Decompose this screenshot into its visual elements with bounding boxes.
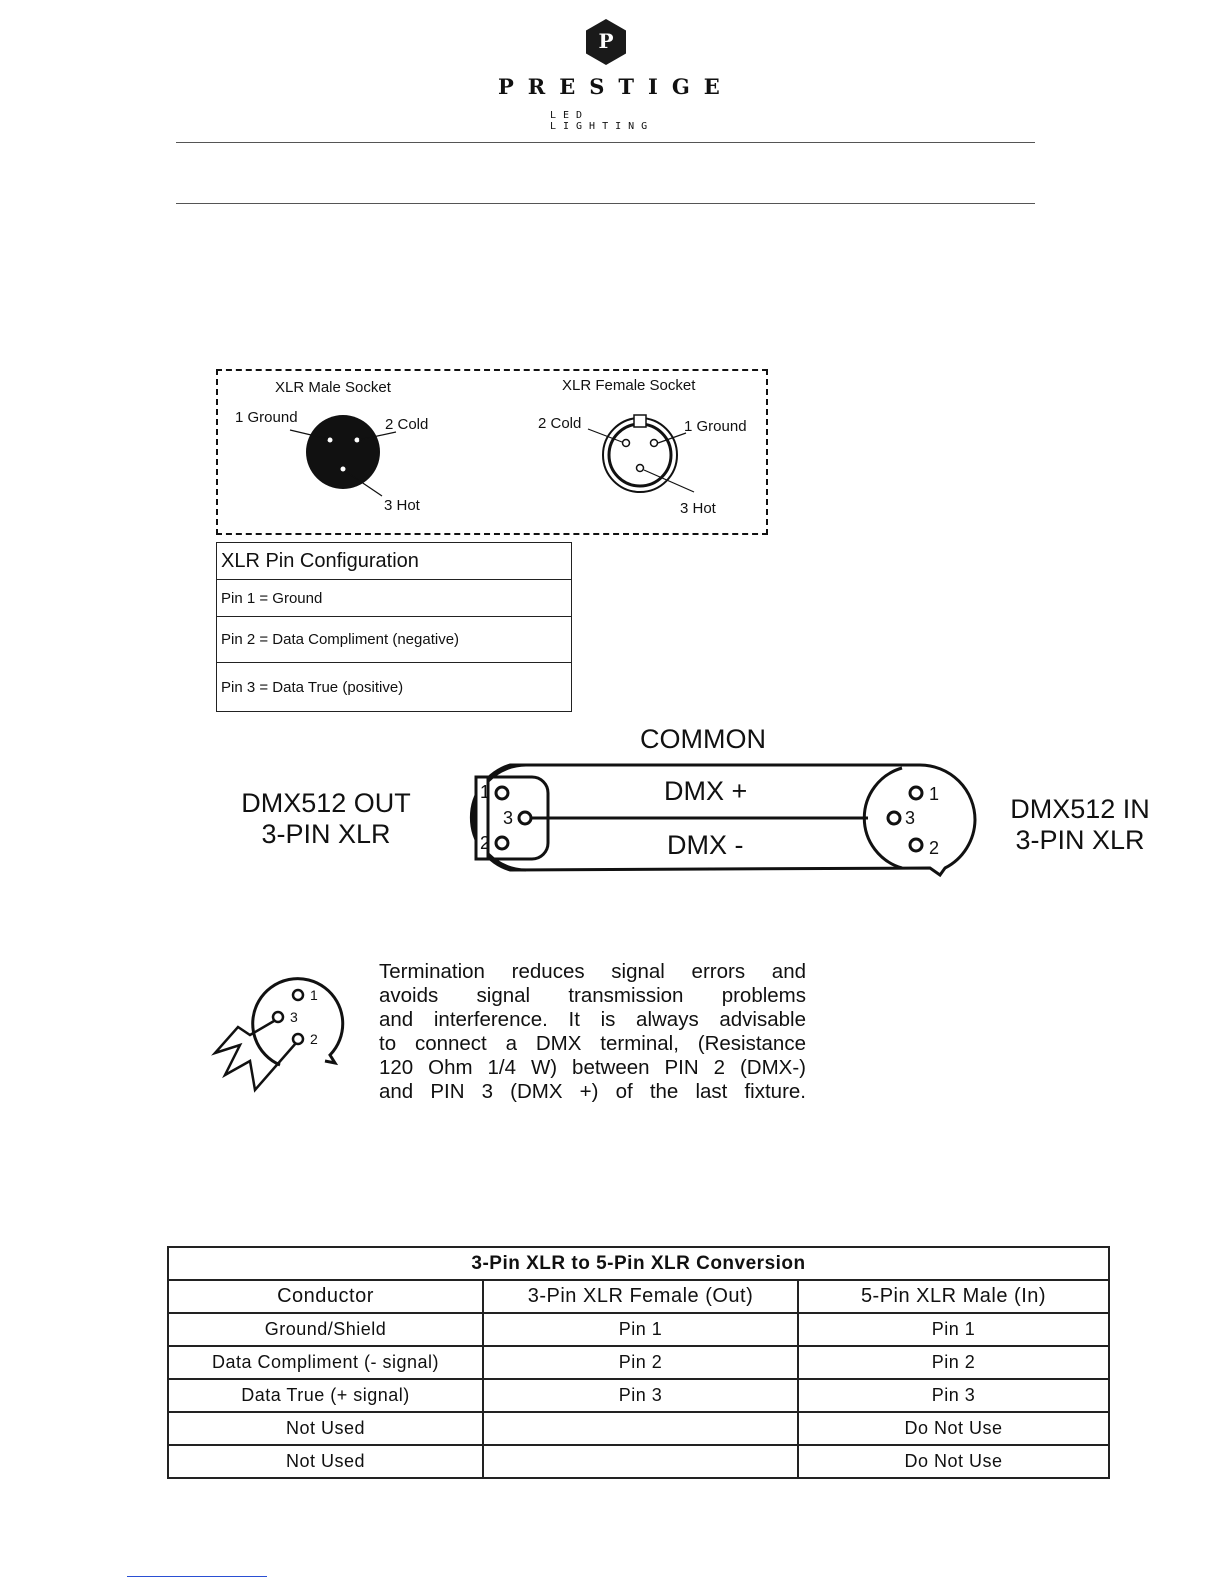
male-pin-cold-label: 2 Cold <box>385 416 429 433</box>
cell <box>483 1445 798 1478</box>
cell <box>483 1412 798 1445</box>
dmx-out-line2: 3-PIN XLR <box>261 819 391 849</box>
dmx-in-label <box>990 794 1170 856</box>
male-pin-ground-label: 1 Ground <box>235 409 298 426</box>
termination-text <box>379 960 806 1104</box>
female-pin-ground-label: 1 Ground <box>684 418 747 435</box>
table-row <box>168 1379 1109 1412</box>
cell: Pin 3 <box>483 1379 798 1412</box>
left-pin-2: 2 <box>480 833 491 853</box>
header-cell: Conductor <box>168 1280 483 1313</box>
cell: Do Not Use <box>798 1412 1109 1445</box>
header-rule-top <box>176 142 1035 143</box>
dmx-in-line1: DMX512 IN <box>1010 794 1150 824</box>
female-pin-hot-label: 3 Hot <box>680 500 716 517</box>
conversion-table-title: 3-Pin XLR to 5-Pin XLR Conversion <box>168 1247 1109 1280</box>
left-pin-3: 3 <box>503 808 514 828</box>
termination-plug-icon <box>210 965 360 1100</box>
female-pin-cold-label: 2 Cold <box>538 415 582 432</box>
cell: Pin 2 <box>483 1346 798 1379</box>
cell: Not Used <box>168 1445 483 1478</box>
xlr-in-connector-icon <box>910 787 922 799</box>
dmx-in-line2: 3-PIN XLR <box>1015 825 1145 855</box>
table-row <box>168 1346 1109 1379</box>
logo-name: PRESTIGE <box>498 74 734 99</box>
dmx-out-label <box>226 788 426 850</box>
dmx-plus-label: DMX + <box>664 776 748 806</box>
left-pin-1: 1 <box>480 782 491 802</box>
logo <box>584 18 628 66</box>
xlr-male-socket-icon <box>290 415 396 496</box>
male-socket-title: XLR Male Socket <box>275 379 391 396</box>
cell: Pin 1 <box>798 1313 1109 1346</box>
cell: Ground/Shield <box>168 1313 483 1346</box>
term-pin-1: 1 <box>310 987 318 1003</box>
cell: Data True (+ signal) <box>168 1379 483 1412</box>
termination-line: 120 Ohm 1/4 W) between PIN 2 (DMX-) <box>379 1056 806 1079</box>
termination-line: to connect a DMX terminal, (Resistance <box>379 1032 806 1055</box>
cell: Pin 2 <box>798 1346 1109 1379</box>
table-row <box>168 1445 1109 1478</box>
cell: Pin 1 <box>483 1313 798 1346</box>
header-cell: 5-Pin XLR Male (In) <box>798 1280 1109 1313</box>
footer-link-underline[interactable] <box>127 1576 267 1577</box>
right-pin-2: 2 <box>929 838 940 858</box>
dmx-minus-label: DMX - <box>667 830 744 860</box>
cell: Data Compliment (- signal) <box>168 1346 483 1379</box>
right-pin-3: 3 <box>905 808 916 828</box>
termination-line: and interference. It is always advisable <box>379 1008 806 1031</box>
cell: Do Not Use <box>798 1445 1109 1478</box>
xlr-female-socket-icon <box>588 415 694 492</box>
termination-line: avoids signal transmission problems <box>379 984 806 1007</box>
pin-config-row: Pin 2 = Data Compliment (negative) <box>217 617 572 663</box>
right-pin-1: 1 <box>929 784 940 804</box>
pin-config-row: Pin 1 = Ground <box>217 580 572 617</box>
termination-line: Termination reduces signal errors and <box>379 960 806 983</box>
term-pin-3: 3 <box>290 1009 298 1025</box>
logo-tagline: LED LIGHTING <box>550 110 655 132</box>
table-row <box>168 1412 1109 1445</box>
term-pin-2: 2 <box>310 1031 318 1047</box>
female-socket-title: XLR Female Socket <box>562 377 696 394</box>
pin-config-row: Pin 3 = Data True (positive) <box>217 663 572 712</box>
common-label: COMMON <box>640 724 766 754</box>
cell: Not Used <box>168 1412 483 1445</box>
conversion-table <box>167 1246 1110 1479</box>
cell: Pin 3 <box>798 1379 1109 1412</box>
logo-letter: P <box>598 29 614 53</box>
pin-config-table <box>216 542 572 712</box>
male-pin-hot-label: 3 Hot <box>384 497 420 514</box>
termination-line: and PIN 3 (DMX +) of the last fixture. <box>379 1080 806 1103</box>
header-cell: 3-Pin XLR Female (Out) <box>483 1280 798 1313</box>
pin-config-title: XLR Pin Configuration <box>217 543 572 580</box>
table-row <box>168 1313 1109 1346</box>
dmx-out-line1: DMX512 OUT <box>241 788 411 818</box>
header-rule-bottom <box>176 203 1035 204</box>
